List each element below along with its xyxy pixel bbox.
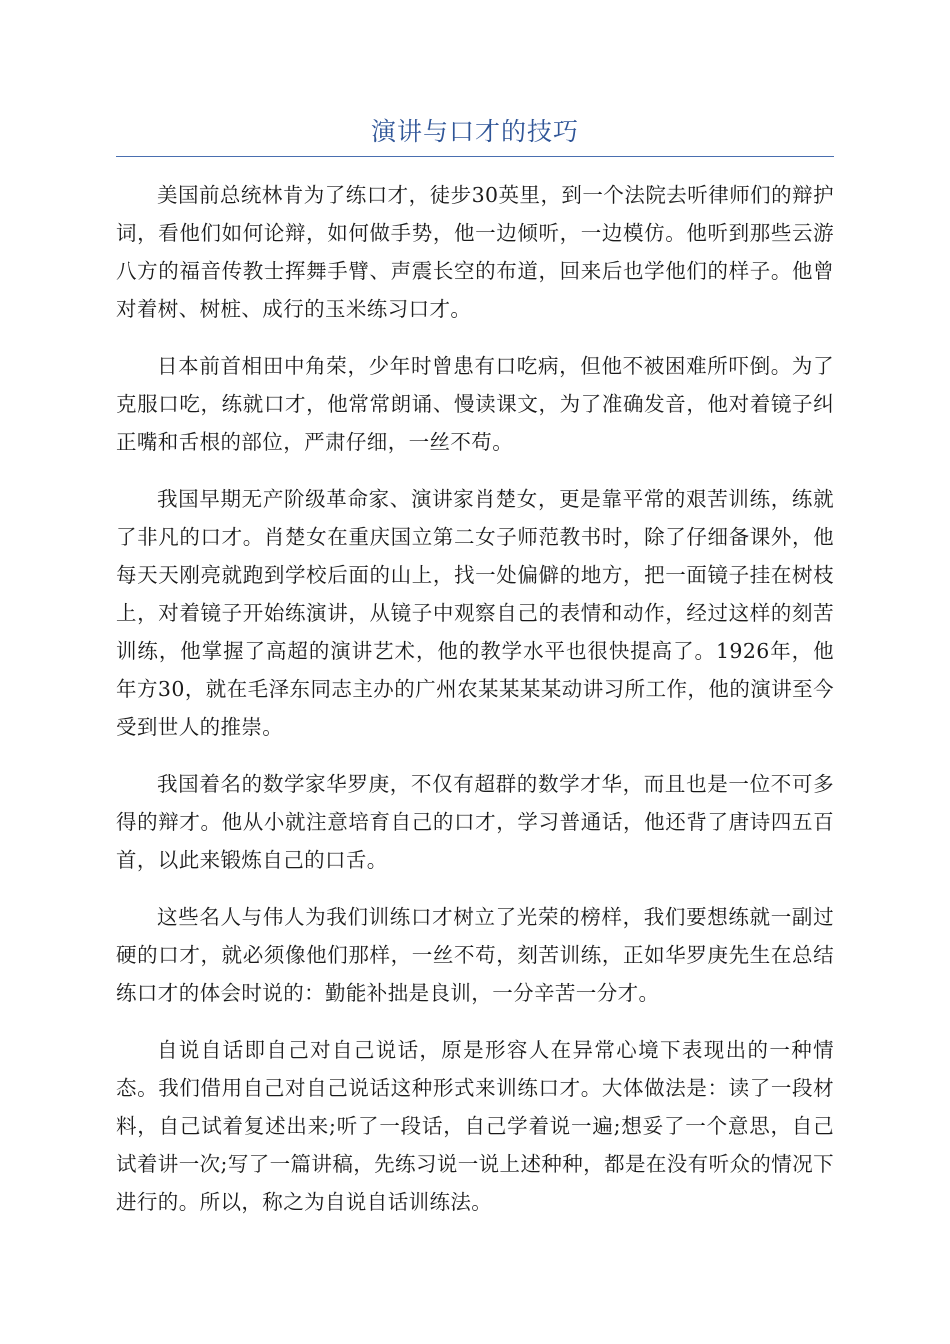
paragraph: 美国前总统林肯为了练口才，徒步30英里，到一个法院去听律师们的辩护词，看他们如何论辩，如何做手势，他一边倾听，一边模仿。他听到那些云游八方的福音传教士挥舞手臂、声震长空的布道，回来后也学他们的样子。他曾对着树、树桩、成行的玉米练习口才。	[116, 183, 834, 321]
paragraph: 自说自话即自己对自己说话，原是形容人在异常心境下表现出的一种情态。我们借用自己对自己说话这种形式来训练口才。大体做法是：读了一段材料，自己试着复述出来;听了一段话，自己学着说一遍;想妥了一个意思，自己试着讲一次;写了一篇讲稿，先练习说一说上述种种，都是在没有听众的情况下进行的。所以，称之为自说自话训练法。	[116, 1038, 834, 1214]
paragraph: 我国早期无产阶级革命家、演讲家肖楚女，更是靠平常的艰苦训练，练就了非凡的口才。肖楚女在重庆国立第二女子师范教书时，除了仔细备课外，他每天天刚亮就跑到学校后面的山上，找一处偏僻的地方，把一面镜子挂在树枝上，对着镜子开始练演讲，从镜子中观察自己的表情和动作，经过这样的刻苦训练，他掌握了高超的演讲艺术，他的教学水平也很快提高了。1926年，他年方30，就在毛泽东同志主办的广州农某某某某动讲习所工作，他的演讲至今受到世人的推崇。	[116, 487, 834, 739]
title-underline	[116, 112, 834, 157]
document-body	[116, 176, 834, 1240]
page-title: 演讲与口才的技巧	[370, 117, 579, 146]
paragraph: 日本前首相田中角荣，少年时曾患有口吃病，但他不被困难所吓倒。为了克服口吃，练就口才，他常常朗诵、慢读课文，为了准确发音，他对着镜子纠正嘴和舌根的部位，严肃仔细，一丝不苟。	[116, 354, 834, 454]
paragraph: 这些名人与伟人为我们训练口才树立了光荣的榜样，我们要想练就一副过硬的口才，就必须像他们那样，一丝不苟，刻苦训练，正如华罗庚先生在总结练口才的体会时说的：勤能补拙是良训，一分辛苦一分才。	[116, 905, 834, 1005]
paragraph: 我国着名的数学家华罗庚，不仅有超群的数学才华，而且也是一位不可多得的辩才。他从小就注意培育自己的口才，学习普通话，他还背了唐诗四五百首，以此来锻炼自己的口舌。	[116, 772, 834, 872]
